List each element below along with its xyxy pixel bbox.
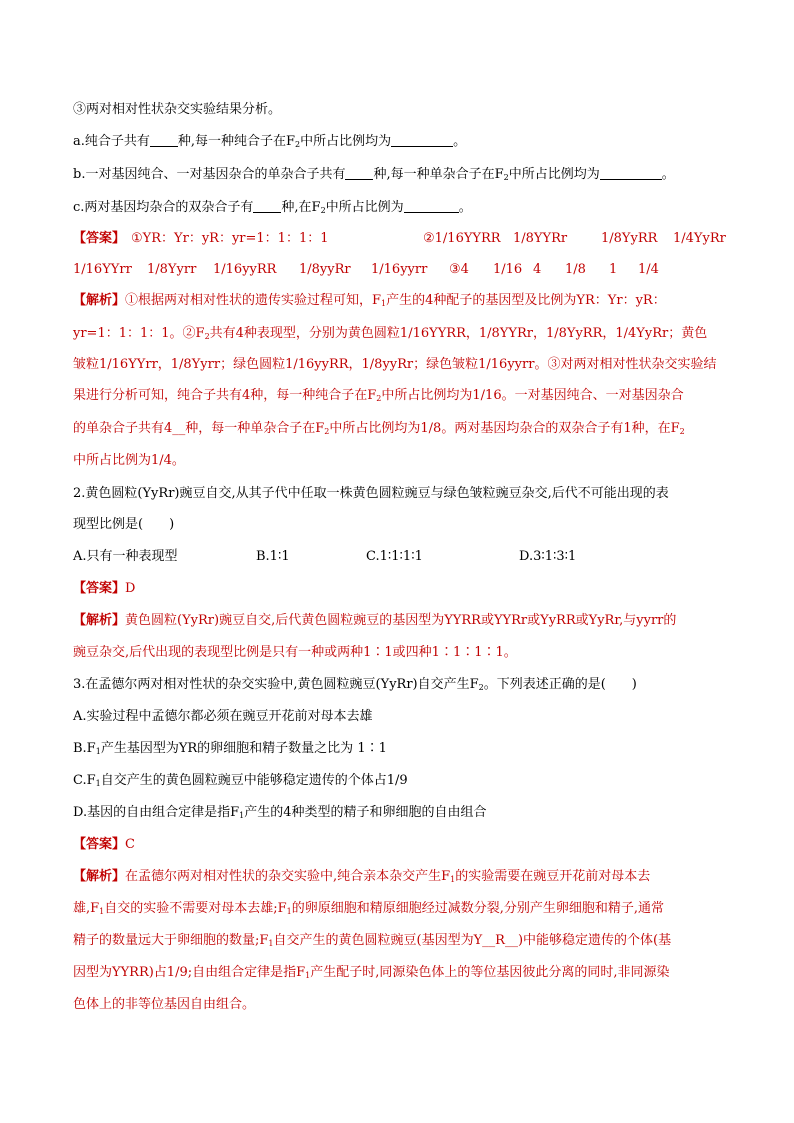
q1-analysis-line5: 的单杂合子共有4__种，每一种单杂合子在$F_2$中所占比例均为1/8。两对基因均杂合的双杂合子有1种，在$F_2$ — [73, 421, 685, 436]
q1-answer-line1: 【答案】 ①YR：Yr：yR：yr=1：1：1：1 ②1/16YYRR 1/8YYRr 1/8YyRR 1/4YyRr — [73, 231, 726, 246]
q3-option-d: D.基因的自由组合定律是指$F_1$产生的4种类型的精子和卵细胞的自由组合 — [73, 805, 487, 820]
q2-stem-line1: 2.黄色圆粒(YyRr)豌豆自交,从其子代中任取一株黄色圆粒豌豆与绿色皱粒豌豆杂交,后代不可能出现的表 — [73, 486, 669, 501]
q2-analysis-line1: 【解析】黄色圆粒(YyRr)豌豆自交,后代黄色圆粒豌豆的基因型为YYRR或YYRr或YyRR或YyRr,与yyrr的 — [73, 613, 677, 628]
option-b: B.1∶1 — [256, 549, 290, 564]
q3-stem: 3.在孟德尔两对相对性状的杂交实验中,黄色圆粒豌豆(YyRr)自交产生$F_2$。下列表述正确的是( ) — [73, 677, 637, 692]
q3-analysis-line1: 【解析】在孟德尔两对相对性状的杂交实验中,纯合亲本杂交产生$F_1$的实验需要在豌豆开花前对母本去 — [73, 869, 651, 884]
analysis-label: 【解析】 — [73, 613, 126, 628]
q3-option-c: $C.F_1$自交产生的黄色圆粒豌豆中能够稳定遗传的个体占1/9 — [73, 773, 408, 788]
q3-analysis-line4: 因型为YYRR)占1/9;自由组合定律是指$F_1$产生配子时,同源染色体上的等位基因彼此分离的同时,非同源染 — [73, 965, 670, 980]
option-a: A.只有一种表现型 — [73, 549, 178, 564]
blank-field — [391, 134, 453, 147]
q1-analysis-line3: 皱粒1/16YYrr，1/8Yyrr；绿色圆粒1/16yyRR，1/8yyRr；绿色皱粒1/16yyrr。③对两对相对性状杂交实验结 — [73, 357, 717, 372]
blank-field — [404, 200, 459, 213]
q3-answer: 【答案】C — [73, 837, 135, 852]
blank-field — [345, 167, 373, 180]
q1-part3-c: c.两对基因均杂合的双杂合子有 种,在$F_2$中所占比例为 。 — [73, 200, 472, 215]
option-c: C.1∶1∶1∶1 — [366, 549, 423, 564]
q1-part3-a: a.纯合子共有 种,每一种纯合子在$F_2$中所占比例均为 。 — [73, 134, 467, 149]
blank-field — [600, 167, 662, 180]
q1-part3-title: ③两对相对性状杂交实验结果分析。 — [73, 102, 282, 117]
q1-analysis-line1: 【解析】①根据两对相对性状的遗传实验过程可知，$F_1$产生的4种配子的基因型及比例为YR：Yr：yR： — [73, 293, 666, 308]
answer-label: 【答案】 — [73, 231, 126, 246]
q2-analysis-line2: 豌豆杂交,后代出现的表现型比例是只有一种或两种1∶1或四种1∶1∶1∶1。 — [73, 645, 517, 660]
q3-analysis-line2: 雄$,F_1$自交的实验不需要对母本去雄$;F_1$的卵原细胞和精原细胞经过减数分裂,分别产生卵细胞和精子,通常 — [73, 901, 665, 916]
q3-option-a: A.实验过程中孟德尔都必须在豌豆开花前对母本去雄 — [73, 709, 373, 724]
answer-label: 【答案】 — [73, 837, 126, 852]
answer-label: 【答案】 — [73, 581, 126, 596]
q2-answer: 【答案】D — [73, 581, 136, 596]
option-d: D.3∶1∶3∶1 — [519, 549, 577, 564]
q2-options — [73, 548, 733, 566]
q3-analysis-line5: 色体上的非等位基因自由组合。 — [73, 997, 256, 1012]
q1-analysis-line4: 果进行分析可知，纯合子共有4种，每一种纯合子在$F_2$中所占比例均为1/16。一对基因纯合、一对基因杂合 — [73, 388, 684, 403]
blank-field — [253, 200, 281, 213]
q1-analysis-line2: yr=1：1：1：1。$②F_2$共有4种表现型，分别为黄色圆粒1/16YYRR，1/8YYRr，1/8YyRR，1/4YyRr；黄色 — [73, 326, 708, 341]
q1-part3-b: b.一对基因纯合、一对基因杂合的单杂合子共有 种,每一种单杂合子在$F_2$中所占比例均为 。 — [73, 167, 675, 182]
q3-analysis-line3: 精子的数量远大于卵细胞的数量$;F_1$自交产生的黄色圆粒豌豆(基因型为Y__R__)中能够稳定遗传的个体(基 — [73, 933, 672, 948]
q1-answer-line2: 1/16YYrr 1/8Yyrr 1/16yyRR 1/8yyRr 1/16yyrr ③4 1/16 4 1/8 1 1/4 — [73, 262, 659, 277]
blank-field — [150, 134, 178, 147]
analysis-label: 【解析】 — [73, 869, 126, 884]
q1-analysis-line6: 中所占比例为1/4。 — [73, 453, 185, 468]
q2-stem-line2: 现型比例是( ) — [73, 517, 175, 532]
analysis-label: 【解析】 — [73, 293, 126, 308]
q3-option-b: $B.F_1$产生基因型为YR的卵细胞和精子数量之比为 1∶1 — [73, 741, 387, 756]
